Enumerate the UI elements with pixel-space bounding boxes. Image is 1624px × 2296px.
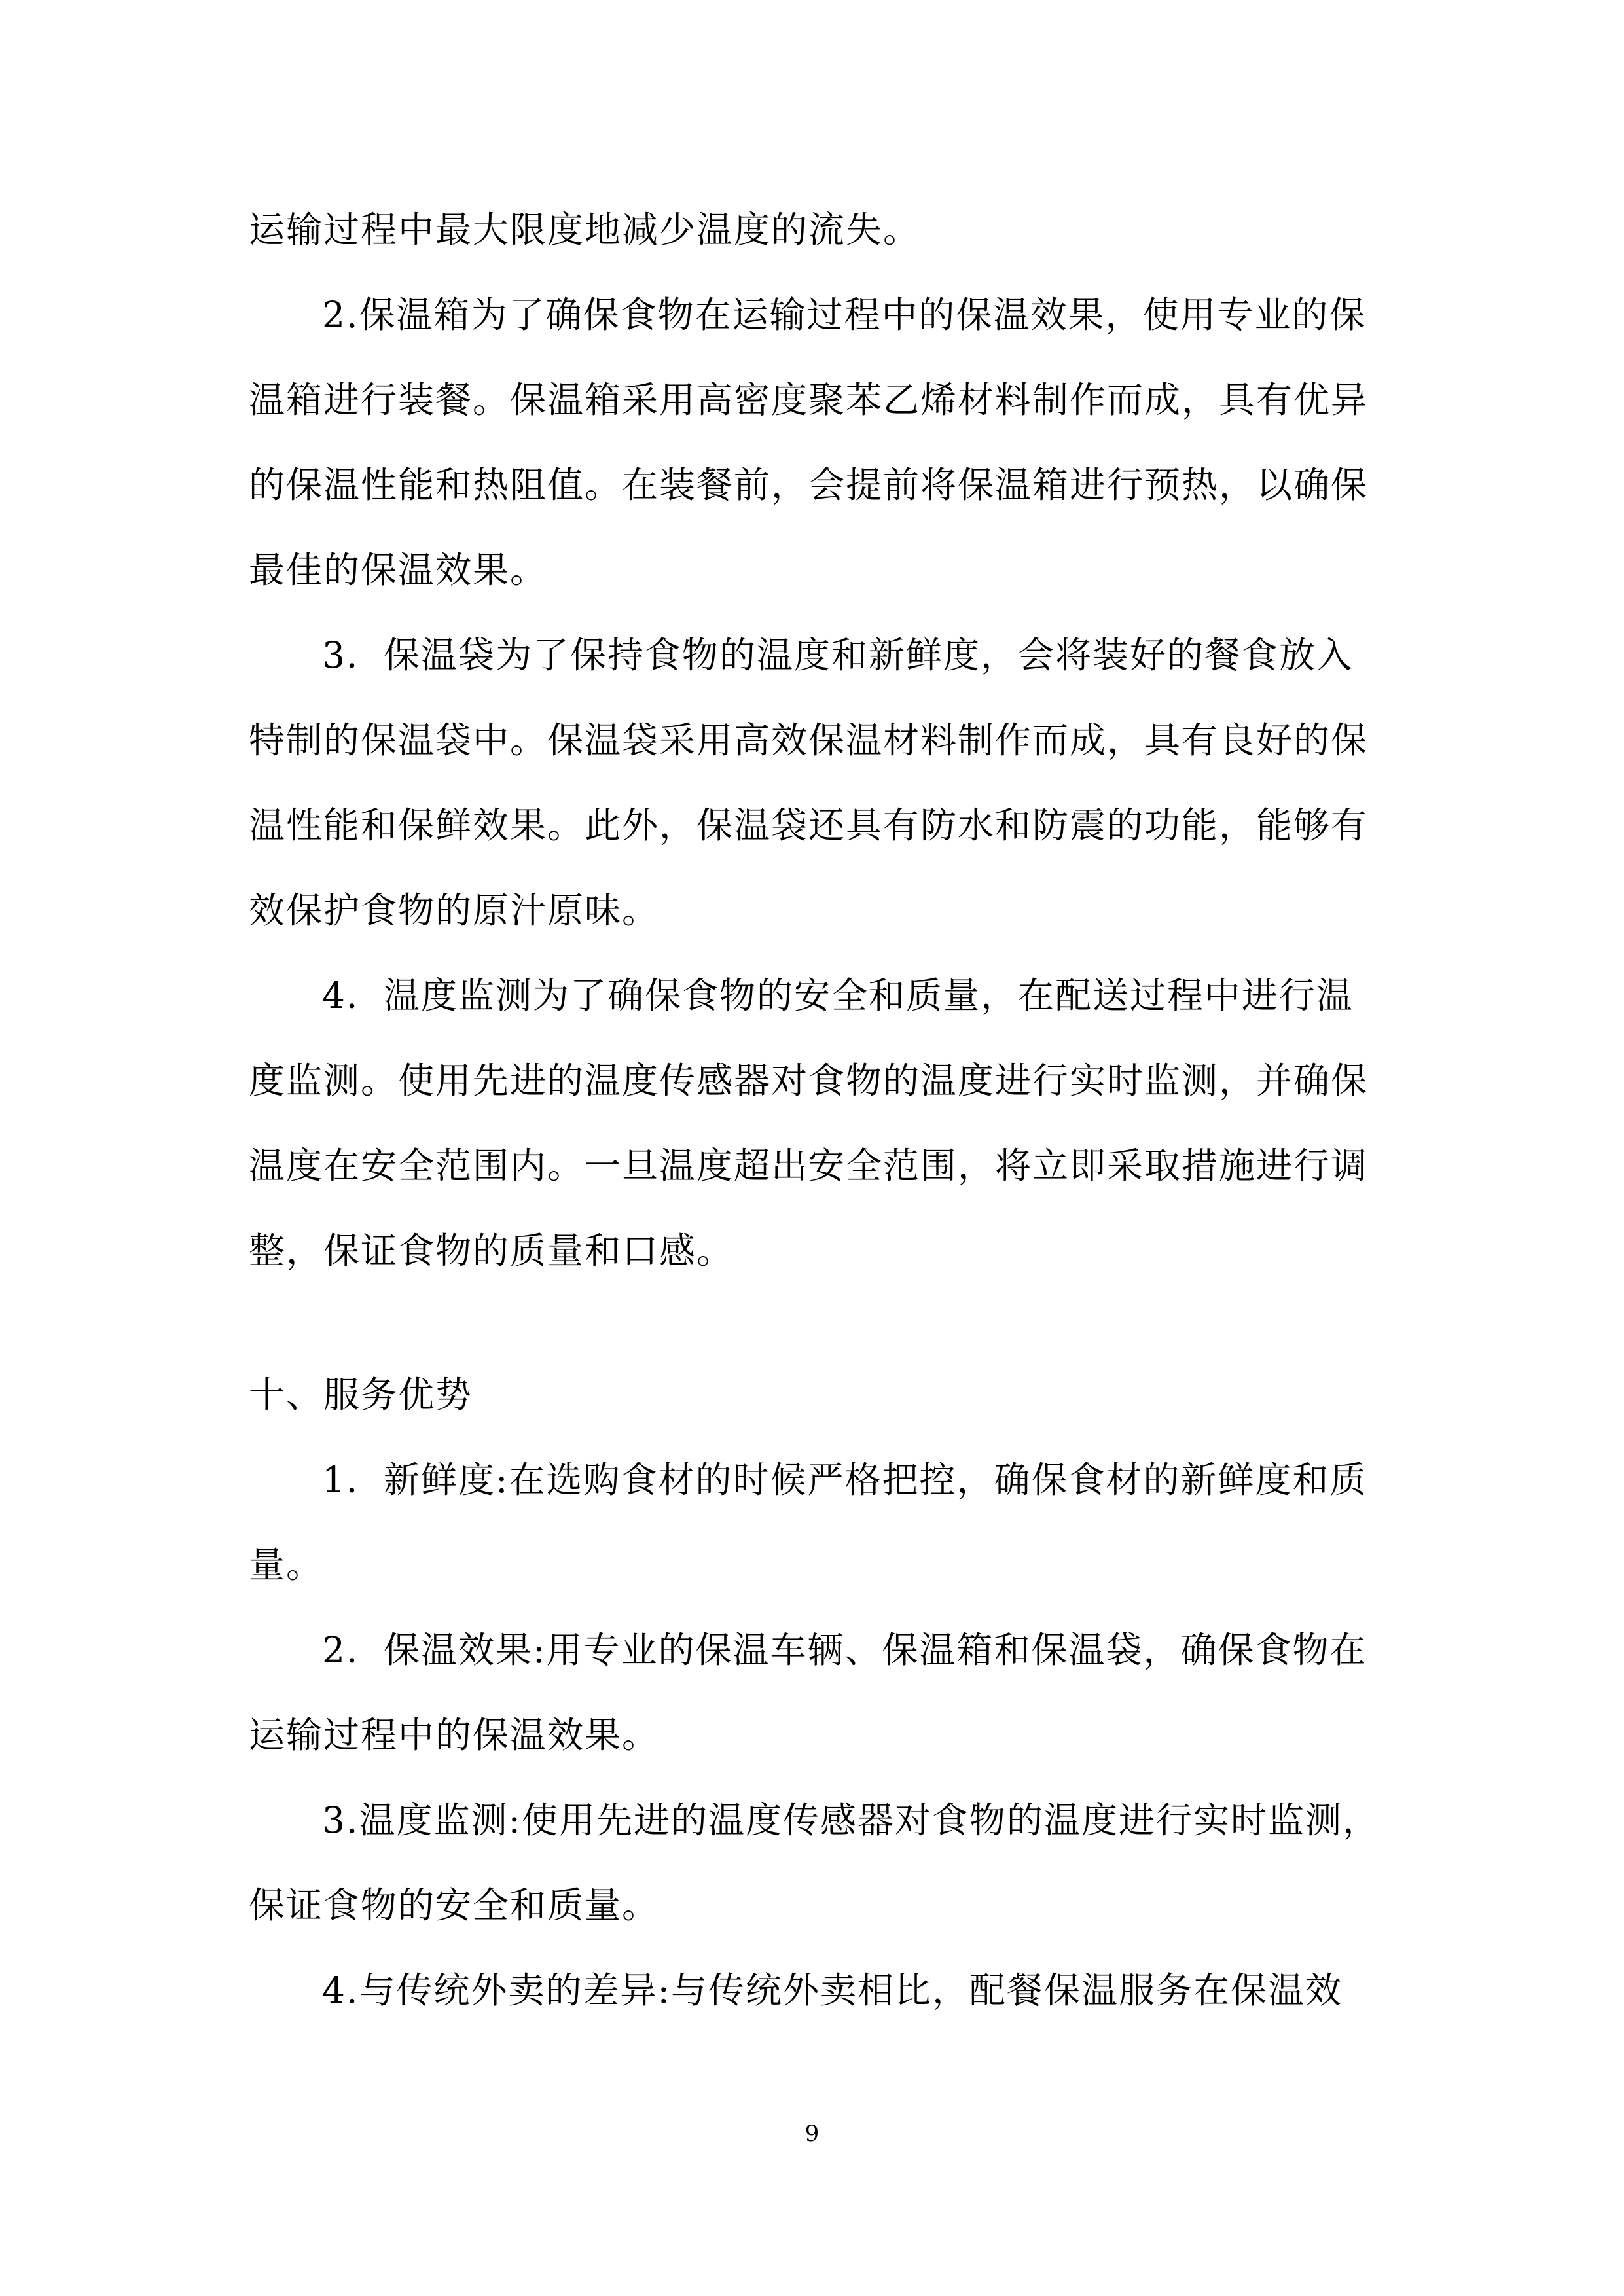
paragraph-line: 量。 [249, 1544, 324, 1586]
paragraph-line: 温性能和保鲜效果。此外，保温袋还具有防水和防震的功能，能够有 [249, 804, 1369, 846]
paragraph-line: 2．保温效果:用专业的保温车辆、保温箱和保温袋，确保食物在 [322, 1629, 1367, 1671]
section-spacer [249, 1293, 1388, 1352]
paragraph-line: 效保护食物的原汁原味。 [249, 889, 660, 931]
section-heading: 十、服务优势 [249, 1374, 473, 1416]
paragraph-line: 3．保温袋为了保持食物的温度和新鲜度，会将装好的餐食放入 [322, 634, 1354, 676]
paragraph-line: 运输过程中最大限度地减少温度的流失。 [249, 209, 921, 251]
paragraph-line: 4．温度监测为了确保食物的安全和质量，在配送过程中进行温 [322, 975, 1354, 1016]
paragraph-line: 4.与传统外卖的差异:与传统外卖相比，配餐保温服务在保温效 [322, 1969, 1343, 2011]
paragraph-line: 整，保证食物的质量和口感。 [249, 1230, 734, 1272]
paragraph-line: 的保温性能和热阻值。在装餐前，会提前将保温箱进行预热，以确保 [249, 464, 1369, 506]
paragraph-line: 3.温度监测:使用先进的温度传感器对食物的温度进行实时监测， [322, 1799, 1380, 1841]
paragraph-line: 保证食物的安全和质量。 [249, 1884, 660, 1926]
paragraph-line: 2.保温箱为了确保食物在运输过程中的保温效果，使用专业的保 [322, 294, 1367, 336]
paragraph-line: 运输过程中的保温效果。 [249, 1714, 660, 1756]
paragraph-line: 1．新鲜度:在选购食材的时候严格把控，确保食材的新鲜度和质 [322, 1459, 1367, 1501]
paragraph-line: 特制的保温袋中。保温袋采用高效保温材料制作而成，具有良好的保 [249, 719, 1369, 761]
paragraph-line: 温箱进行装餐。保温箱采用高密度聚苯乙烯材料制作而成，具有优异 [249, 379, 1369, 421]
page-number: 9 [804, 2121, 820, 2147]
paragraph-line: 度监测。使用先进的温度传感器对食物的温度进行实时监测，并确保 [249, 1060, 1369, 1102]
paragraph-line: 最佳的保温效果。 [249, 549, 548, 591]
paragraph-line: 温度在安全范围内。一旦温度超出安全范围，将立即采取措施进行调 [249, 1145, 1369, 1187]
body-text [249, 187, 1388, 2033]
